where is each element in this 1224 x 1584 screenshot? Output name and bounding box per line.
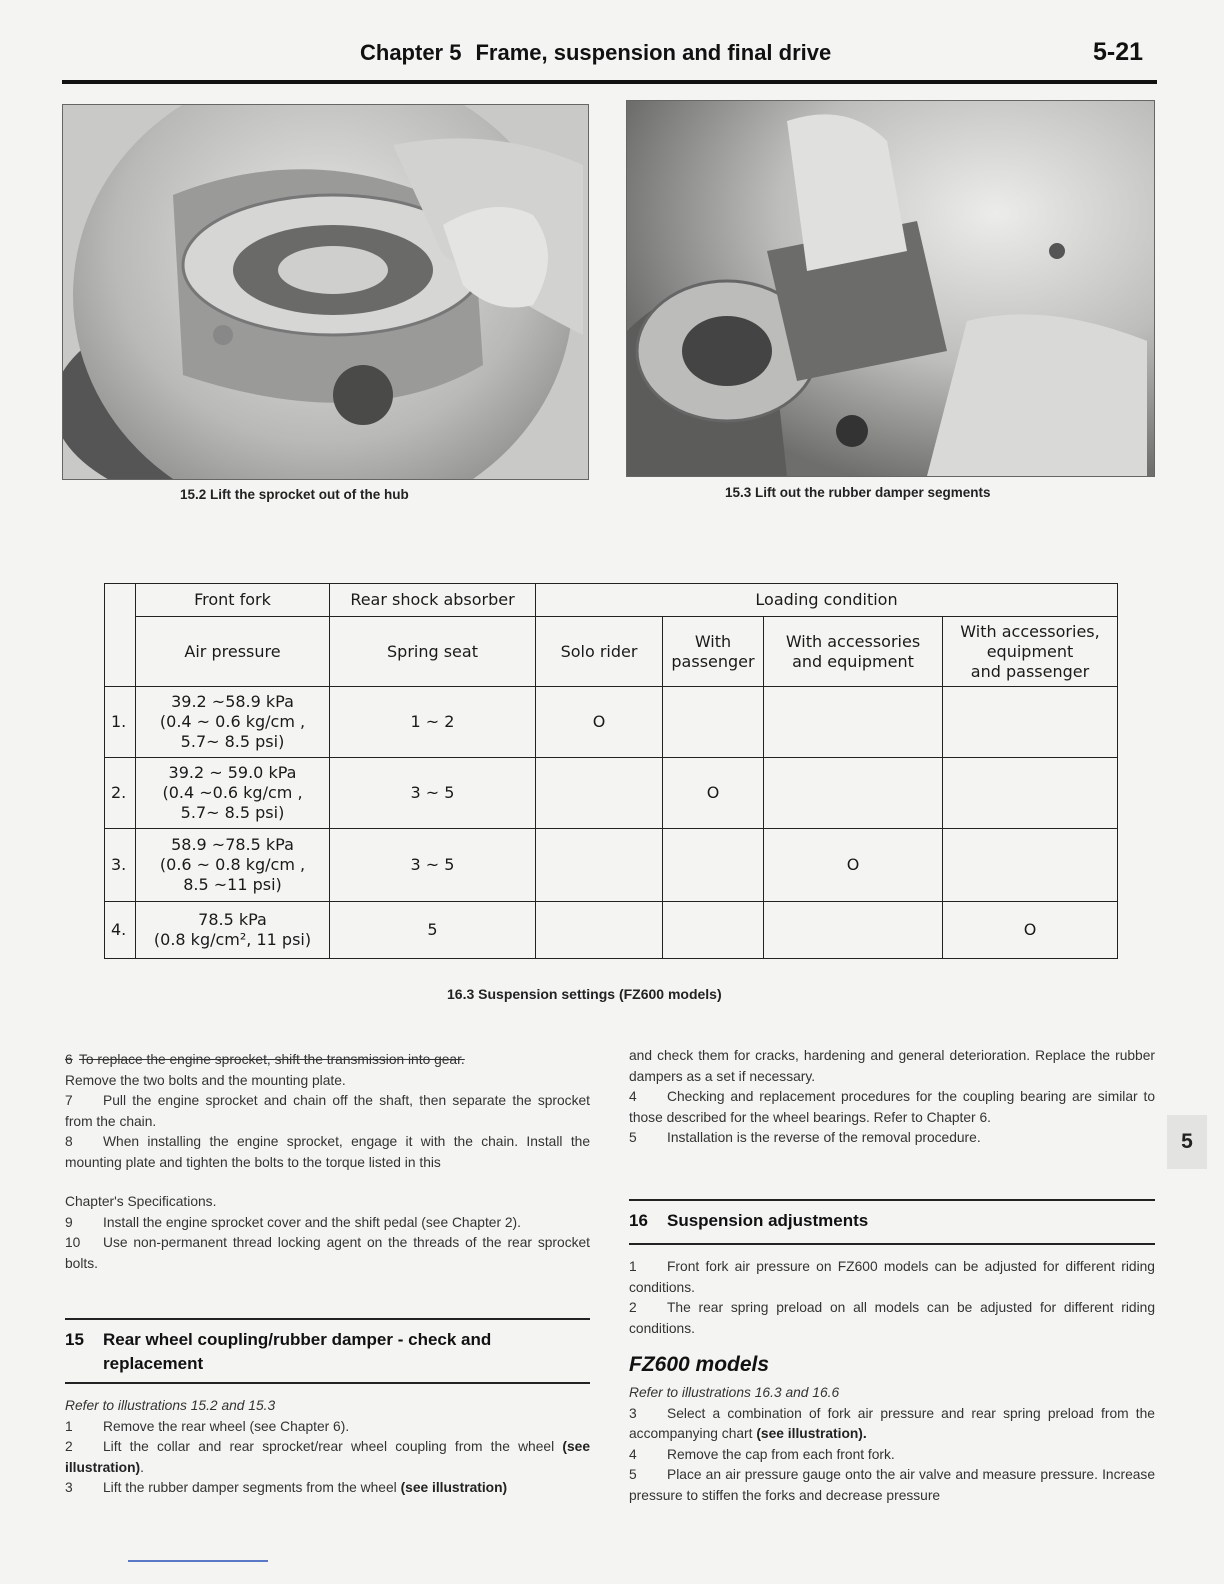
- section-15-rule-bottom: [65, 1382, 590, 1384]
- right-column-block-3: [629, 1383, 1155, 1507]
- header-with-accessories-line2: and equipment: [792, 651, 914, 671]
- paragraph-10: [65, 1233, 590, 1274]
- step-10-text: Use non-permanent thread locking agent on the threads of the rear sprocket bolts.: [65, 1235, 590, 1271]
- empty-cell: [943, 829, 1118, 902]
- row-number: 4.: [105, 902, 136, 959]
- empty-cell: [536, 758, 663, 829]
- table-corner-cell: [105, 584, 136, 687]
- paragraph-5: [629, 1128, 1155, 1149]
- selection-mark: O: [764, 829, 943, 902]
- adjust-1-text: Front fork air pressure on FZ600 models can be adjusted for different riding conditions.: [629, 1259, 1155, 1295]
- adjust-1: [629, 1257, 1155, 1298]
- step-3: [65, 1478, 590, 1499]
- step-4-text: Checking and replacement procedures for the coupling bearing are similar to those described for the wheel bearings. Refer to Chapter 6.: [629, 1089, 1155, 1125]
- section-16-rule-top: [629, 1199, 1155, 1201]
- paragraph-8: [65, 1132, 590, 1173]
- section-15-title-line2: replacement: [103, 1354, 204, 1373]
- paragraph-8-cont: Chapter's Specifications.: [65, 1194, 217, 1209]
- section-16-title: Suspension adjustments: [667, 1211, 869, 1230]
- header-with-passenger-line2: passenger: [671, 651, 755, 671]
- empty-cell: [764, 687, 943, 758]
- page-header-title: [360, 40, 831, 66]
- header-with-passenger-line1: With: [694, 631, 732, 651]
- row-number: 1.: [105, 687, 136, 758]
- paragraph-4: [629, 1087, 1155, 1128]
- bottom-underline-mark: [128, 1560, 268, 1562]
- pressure-line: 5.7~ 8.5 psi): [180, 803, 285, 822]
- step-number: 5: [629, 1467, 637, 1483]
- pressure-line: 5.7~ 8.5 psi): [180, 732, 285, 751]
- chapter-side-tab: 5: [1167, 1115, 1207, 1169]
- page-number: 5-21: [1093, 38, 1144, 66]
- section-number: 15: [65, 1330, 84, 1349]
- left-column-block-1: [65, 1050, 590, 1174]
- pressure-line: 58.9 ~78.5 kPa: [171, 835, 294, 854]
- step-9-text: Install the engine sprocket cover and the shift pedal (see Chapter 2).: [103, 1214, 521, 1230]
- empty-cell: [764, 758, 943, 829]
- chapter-title: Frame, suspension and final drive: [475, 40, 832, 65]
- paragraph-7: [65, 1091, 590, 1132]
- section-15-title-line1: Rear wheel coupling/rubber damper - check and: [103, 1330, 492, 1349]
- empty-cell: [536, 902, 663, 959]
- pressure-line: 78.5 kPa: [198, 910, 267, 929]
- air-pressure-cell: [136, 902, 330, 959]
- empty-cell: [663, 829, 764, 902]
- empty-cell: [764, 902, 943, 959]
- table-caption: 16.3 Suspension settings (FZ600 models): [447, 986, 722, 1002]
- step-2-text: Lift the collar and rear sprocket/rear wheel coupling from the wheel: [103, 1439, 555, 1455]
- photo-15-3: [626, 100, 1155, 477]
- empty-cell: [663, 902, 764, 959]
- empty-cell: [663, 687, 764, 758]
- fz600-subheading: FZ600 models: [629, 1353, 770, 1376]
- caption-15-2: 15.2 Lift the sprocket out of the hub: [180, 487, 409, 502]
- empty-cell: [943, 687, 1118, 758]
- left-column-block-2: [65, 1192, 590, 1274]
- section-number: 16: [629, 1211, 648, 1230]
- selection-mark: O: [536, 687, 663, 758]
- step-2: 2 Lift the collar and rear sprocket/rear wheel coupling from the wheel (see illustration).: [65, 1439, 590, 1475]
- step-number: 3: [629, 1405, 637, 1421]
- pressure-line: 39.2 ~58.9 kPa: [171, 692, 294, 711]
- header-acc-pass-line2: equipment: [986, 641, 1074, 661]
- spring-seat-cell: 1 ~ 2: [330, 687, 536, 758]
- fz600-step-3-text: Select a combination of fork air pressure and rear spring preload from the accompanying chart: [629, 1405, 1155, 1442]
- section-15-rule-top: [65, 1318, 590, 1320]
- pressure-line: (0.4 ~ 0.6 kg/cm ,: [159, 712, 306, 731]
- fz600-step-3: [629, 1404, 1155, 1445]
- header-acc-pass-line3: and passenger: [970, 661, 1090, 681]
- step-5-text: Installation is the reverse of the removal procedure.: [667, 1130, 981, 1146]
- air-pressure-cell: [136, 687, 330, 758]
- step-number: 9: [65, 1214, 73, 1230]
- header-rear-shock: Rear shock absorber: [330, 584, 536, 617]
- paragraph-cont: and check them for cracks, hardening and general deterioration. Replace the rubber dampers as a set if necessary.: [629, 1048, 1155, 1084]
- air-pressure-cell: [136, 829, 330, 902]
- step-3-text: Lift the rubber damper segments from the wheel: [103, 1480, 397, 1496]
- step-2-ref: (see illustration): [65, 1439, 590, 1475]
- step-number: 5: [629, 1130, 637, 1146]
- paragraph-6-cont: Remove the two bolts and the mounting plate.: [65, 1072, 346, 1088]
- header-with-accessories-line1: With accessories: [785, 631, 921, 651]
- spring-seat-cell: 5: [330, 902, 536, 959]
- right-column-block-1: [629, 1046, 1155, 1149]
- refer-illustrations-16: Refer to illustrations 16.3 and 16.6: [629, 1385, 840, 1400]
- step-number: 3: [65, 1480, 73, 1496]
- pressure-line: 39.2 ~ 59.0 kPa: [168, 763, 297, 782]
- step-number: 7: [65, 1093, 73, 1109]
- step-number: 4: [629, 1089, 637, 1105]
- step-number: 2: [65, 1439, 73, 1455]
- step-number: 1: [65, 1418, 73, 1434]
- fz600-step-4-text: Remove the cap from each front fork.: [667, 1446, 895, 1462]
- selection-mark: O: [943, 902, 1118, 959]
- spring-seat-cell: 3 ~ 5: [330, 829, 536, 902]
- header-front-fork: Front fork: [136, 584, 330, 617]
- air-pressure-cell: [136, 758, 330, 829]
- selection-mark: O: [663, 758, 764, 829]
- pressure-line: (0.8 kg/cm², 11 psi): [153, 930, 312, 949]
- header-with-accessories: [764, 617, 943, 687]
- table-row: [105, 829, 1118, 902]
- header-solo-rider: Solo rider: [536, 617, 663, 687]
- suspension-settings-table: [104, 583, 1118, 959]
- adjust-2: [629, 1298, 1155, 1339]
- chapter-label: Chapter 5: [360, 40, 462, 65]
- paragraph-6: [65, 1050, 590, 1071]
- header-spring-seat: Spring seat: [330, 617, 536, 687]
- header-acc-pass-line1: With accessories,: [960, 621, 1100, 641]
- spring-seat-cell: 3 ~ 5: [330, 758, 536, 829]
- step-3-ref: (see illustration): [400, 1480, 508, 1496]
- pressure-line: 8.5 ~11 psi): [183, 875, 282, 894]
- header-rule: [62, 80, 1157, 84]
- pressure-line: (0.6 ~ 0.8 kg/cm ,: [159, 855, 306, 874]
- empty-cell: [943, 758, 1118, 829]
- adjust-2-text: The rear spring preload on all models can be adjusted for different riding conditions.: [629, 1300, 1155, 1336]
- step-number: 1: [629, 1259, 637, 1274]
- refer-illustrations-15: Refer to illustrations 15.2 and 15.3: [65, 1398, 276, 1413]
- paragraph-9: [65, 1213, 590, 1234]
- step-number: 10: [65, 1235, 81, 1251]
- step-number: 2: [629, 1300, 637, 1316]
- table-row: [105, 758, 1118, 829]
- photo-15-2: [62, 104, 589, 480]
- table-row: [105, 687, 1118, 758]
- left-column-block-3: [65, 1396, 590, 1499]
- header-with-passenger: [663, 617, 764, 687]
- fz600-step-3-ref: (see illustration).: [756, 1426, 867, 1442]
- row-number: 3.: [105, 829, 136, 902]
- pressure-line: (0.4 ~0.6 kg/cm ,: [162, 783, 303, 802]
- step-number: 6: [65, 1052, 73, 1067]
- step-number: 4: [629, 1446, 637, 1462]
- caption-15-3: 15.3 Lift out the rubber damper segments: [725, 485, 991, 500]
- row-number: 2.: [105, 758, 136, 829]
- right-column-block-2: [629, 1257, 1155, 1339]
- step-6-text: To replace the engine sprocket, shift the transmission into gear.: [79, 1052, 465, 1067]
- step-8-text: When installing the engine sprocket, engage it with the chain. Install the mounting plate and tighten the bolts to the torque listed in this: [65, 1134, 590, 1170]
- header-with-accessories-passenger: [943, 617, 1118, 687]
- table-row: [105, 902, 1118, 959]
- fz600-step-4: [629, 1445, 1155, 1466]
- step-1-text: Remove the rear wheel (see Chapter 6).: [103, 1418, 350, 1434]
- section-16-rule-bottom: [629, 1243, 1155, 1245]
- step-7-text: Pull the engine sprocket and chain off the shaft, then separate the sprocket from the chain.: [65, 1093, 590, 1129]
- header-air-pressure: Air pressure: [136, 617, 330, 687]
- empty-cell: [536, 829, 663, 902]
- header-loading-condition: Loading condition: [536, 584, 1118, 617]
- section-15-heading: [65, 1328, 590, 1376]
- section-16-heading: [629, 1209, 1155, 1233]
- step-number: 8: [65, 1134, 73, 1150]
- fz600-step-5-text: Place an air pressure gauge onto the air valve and measure pressure. Increase pressure to stiffen the forks and decrease pressure: [629, 1467, 1155, 1503]
- step-1: [65, 1417, 590, 1438]
- fz600-step-5: [629, 1465, 1155, 1506]
